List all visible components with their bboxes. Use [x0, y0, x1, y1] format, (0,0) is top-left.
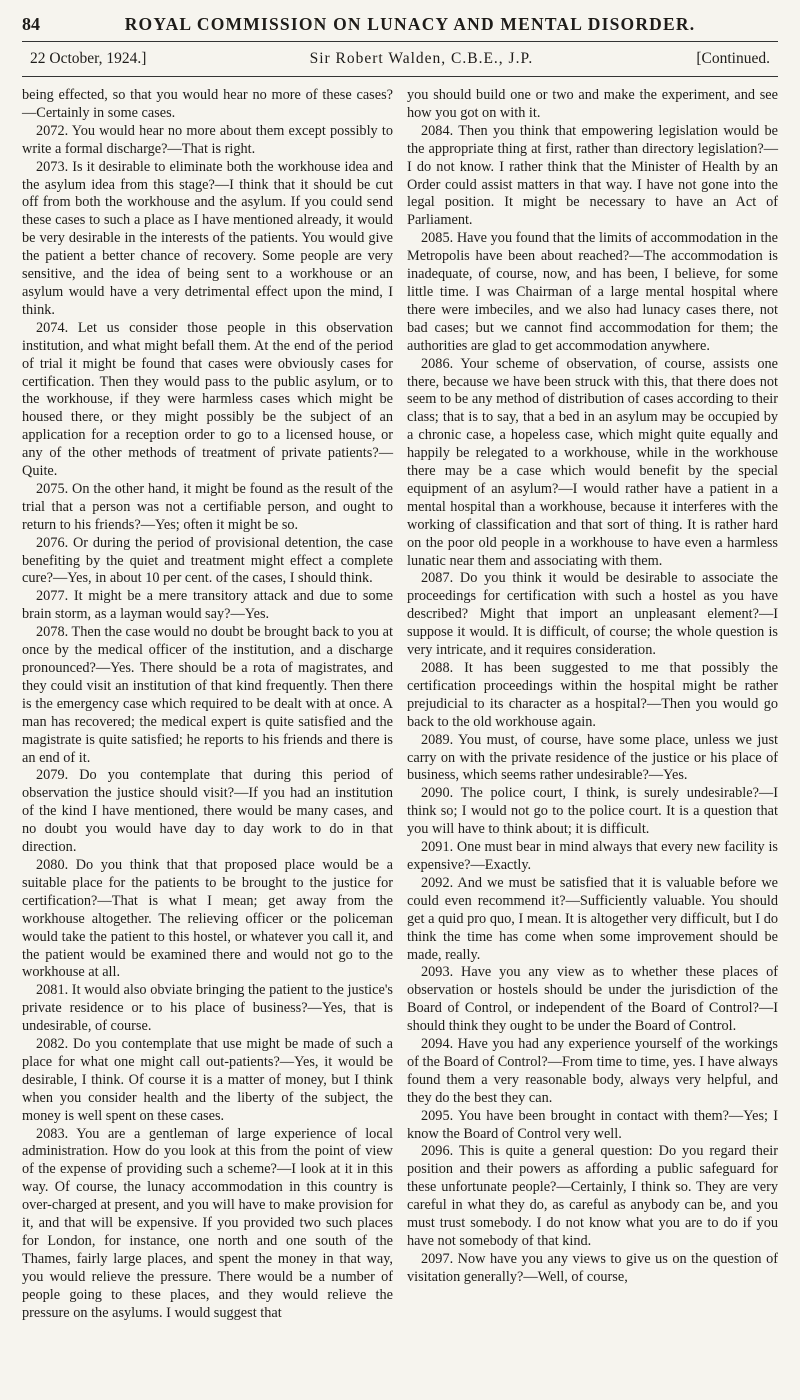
paragraph: 2078. Then the case would no doubt be brought back to you at once by the medical officer of the institution, and a discharge pronounced?—Yes. There should be a rota of magistrates, and they could visit an institution of that kind frequently. Then there is the emergency case which required to be dealt with at once. A man has recovered; the medical expert is quite satisfied and the magistrate is quite satisfied; he reports to his friends and there is an end of it. [22, 624, 393, 766]
paragraph: 2089. You must, of course, have some place, unless we just carry on with the private residence of the justice or his place of business, which seems rather undesirable?—Yes. [407, 731, 778, 784]
paragraph: 2096. This is quite a general question: Do you regard their position and their powers as affording a public safeguard for these unfortunate people?—Certainly, I think so. They are very careful in what they do, as careful as anybody can be, and you must trust somebody. I do not know what you are to do if you have not somebody of that kind. [407, 1143, 778, 1249]
paragraph: 2093. Have you any view as to whether these places of observation or hostels should be under the jurisdiction of the Board of Control, or independent of the Board of Control?—I should think they ought to be under the Board of Control. [407, 964, 778, 1035]
paragraph: 2075. On the other hand, it might be found as the result of the trial that a person was not a certifiable person, and ought to return to his friends?—Yes; often it might be so. [22, 480, 393, 533]
paragraph: 2097. Now have you any views to give us on the question of visitation generally?—Well, of course, [407, 1250, 778, 1285]
paragraph: 2088. It has been suggested to me that possibly the certification proceedings within the hospital might be rather prejudicial to its character as a hospital?—Then you would go back to the old workhouse again. [407, 660, 778, 730]
right-column [407, 87, 778, 1323]
paragraph: 2079. Do you contemplate that during this period of observation the justice should visit?—If you had an institution of the kind I have mentioned, there would be many cases, and no doubt you would have day to day work to do in that direction. [22, 767, 393, 856]
page-number: 84 [22, 14, 40, 34]
continued-label: [Continued. [696, 50, 770, 67]
paragraph: 2077. It might be a mere transitory attack and due to some brain storm, as a layman would say?—Yes. [22, 588, 393, 623]
paragraph: 2076. Or during the period of provisional detention, the case benefiting by the quiet and treatment might effect a complete cure?—Yes, in about 10 per cent. of the cases, I should think. [22, 534, 393, 587]
paragraph: 2074. Let us consider those people in this observation institution, and what might befall them. At the end of the period of trial it might be found that cases were obviously cases for certification. Then they would pass to the public asylum, or to the workhouse, if they were harmless cases which might be housed there, or they might possibly be the subject of an application for a reception order to go to a licensed house, or any of the other methods of treatment of private patients?—Quite. [22, 319, 393, 480]
paragraph: you should build one or two and make the experiment, and see how you got on with it. [407, 87, 778, 121]
paragraph: 2082. Do you contemplate that use might be made of such a place for what one might call out-patients?—Yes, it would be desirable, I think. Of course it is a matter of money, but I think when you consider health and the liberty of the subject, the money is well spent on these cases. [22, 1036, 393, 1124]
paragraph: 2090. The police court, I think, is surely undesirable?—I think so; I would not go to the police court. It is a question that you will have to think about; it is difficult. [407, 785, 778, 838]
paragraph: 2085. Have you found that the limits of accommodation in the Metropolis have been about reached?—The accommodation is inadequate, of course, now, and has been, I believe, for some little time. I was Chairman of a large mental hospital where there were imbeciles, and we also had lunacy cases there, not bad cases; but we cannot find accommodation for them; the authorities are glad to get accommodation anywhere. [407, 230, 778, 354]
paragraph: 2080. Do you think that that proposed place would be a suitable place for the patients to be brought to the justice for certification?—That is what I mean; get away from the workhouse altogether. The relieving officer or the policeman would take the patient to this hostel, or whatever you call it, and the patient would be examined there and would not go to the workhouse at all. [22, 856, 393, 981]
header-title: ROYAL COMMISSION ON LUNACY AND MENTAL DISORDER. [124, 14, 696, 34]
paragraph: being effected, so that you would hear no more of these cases?—Certainly in some cases. [22, 87, 393, 121]
text-columns [22, 87, 778, 1323]
witness-name: Sir Robert Walden, C.B.E., J.P. [309, 50, 534, 67]
paragraph: 2086. Your scheme of observation, of course, assists one there, because we have been struck with this, that there does not seem to be any method of distribution of cases according to their class; that is to say, that a bed in an asylum may be occupied by a chronic case, a hopeless case, which might quite equally and happily be relegated to a workhouse, while in the workhouse there may be a case which would benefit by the special equipment of an asylum?—I would rather have a patient in a mental hospital than a workhouse, because it interferes with the working of classification and that sort of thing. It is rather hard on the poor old people in a workhouse to have even a harmless lunatic near them and associating with them. [407, 355, 778, 569]
paragraph: 2094. Have you had any experience yourself of the workings of the Board of Control?—From time to time, yes. I have always found them a very reasonable body, always very helpful, and they do the best they can. [407, 1036, 778, 1106]
running-head [22, 14, 778, 42]
paragraph: 2072. You would hear no more about them except possibly to write a formal discharge?—That is right. [22, 122, 393, 157]
witness-line [22, 42, 778, 77]
paragraph: 2095. You have been brought in contact with them?—Yes; I know the Board of Control very well. [407, 1107, 778, 1142]
paragraph: 2092. And we must be satisfied that it is valuable before we could even recommend it?—Sufficiently valuable. You should get a quid pro quo, I mean. It is altogether very difficult, but I do think the time has come when some improvement should be made, really. [407, 874, 778, 963]
paragraph: 2083. You are a gentleman of large experience of local administration. How do you look at this from the point of view of the expense of providing such a scheme?—I look at it in this way. Of course, the lunacy accommodation in this country is over-charged at present, and you will have to make provision for it, and that will be expensive. If you provided two such places for London, for instance, one north and one south of the Thames, fairly large places, and spent the money in that way, you would relieve the pressure. There would be a number of people going to these places, and they would relieve the pressure on the asylums. I would suggest that [22, 1125, 393, 1321]
paragraph: 2081. It would also obviate bringing the patient to the justice's private residence or to his place of business?—Yes, that is undesirable, of course. [22, 982, 393, 1035]
paragraph: 2091. One must bear in mind always that every new facility is expensive?—Exactly. [407, 839, 778, 873]
paragraph: 2087. Do you think it would be desirable to associate the proceedings for certification with such a hostel as you have described? Might that import an unpleasant element?—I suppose it would. It is difficult, of course; the whole question is very intricate, and it requires consideration. [407, 570, 778, 659]
paragraph: 2084. Then you think that empowering legislation would be the appropriate thing at first, rather than directory legislation?—I do not know. I rather think that the Minister of Health by an Order could assist matters in that way. I have not gone into the legal position. It might be necessary to have an Act of Parliament. [407, 122, 778, 229]
left-column [22, 87, 393, 1323]
paragraph: 2073. Is it desirable to eliminate both the workhouse idea and the asylum idea from this stage?—I think that it should be cut off from both the workhouse and the asylum. If you could send these cases to such a place as I have mentioned already, it would be very desirable in the interests of the patients. You would give the patient a better chance of recovery. Some people are very sensitive, and the idea of being sent to a workhouse or an asylum would have a very detrimental effect upon the mind, I think. [22, 158, 393, 318]
hearing-date: 22 October, 1924.] [30, 50, 147, 67]
